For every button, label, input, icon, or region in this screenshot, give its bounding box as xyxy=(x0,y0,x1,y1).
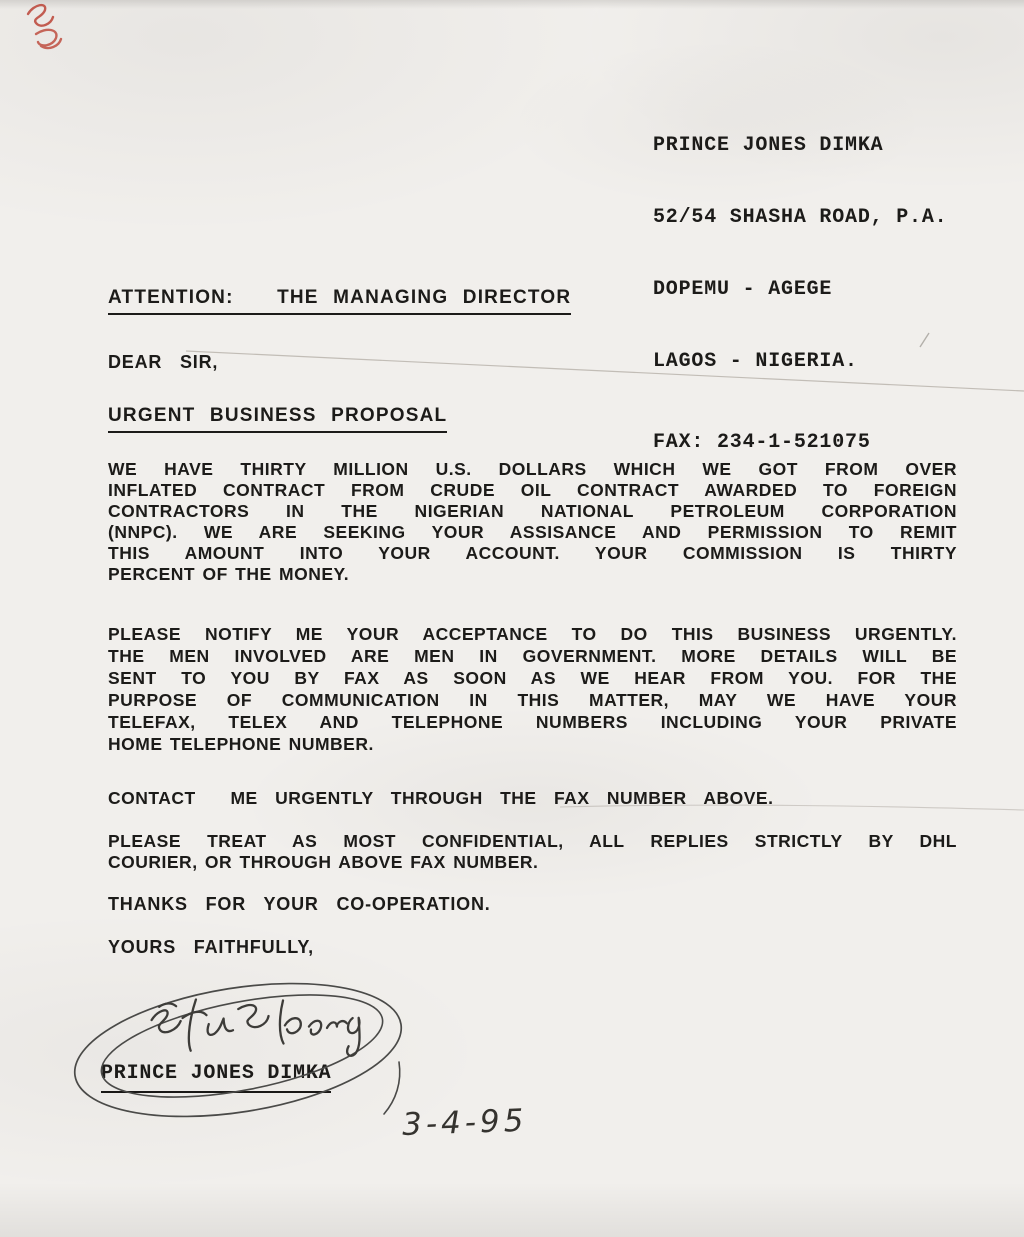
paragraph-line: PURPOSE OF COMMUNICATION IN THIS MATTER, MAY WE HAVE YOUR xyxy=(108,690,957,710)
sender-address-line: 52/54 SHASHA ROAD, P.A. xyxy=(653,206,948,229)
paragraph-line: CONTRACTORS IN THE NIGERIAN NATIONAL PETROLEUM CORPORATION xyxy=(108,501,957,521)
paragraph-line: TELEFAX, TELEX AND TELEPHONE NUMBERS INCLUDING YOUR PRIVATE xyxy=(108,712,957,732)
paragraph-line: WE HAVE THIRTY MILLION U.S. DOLLARS WHICH WE GOT FROM OVER xyxy=(108,459,957,479)
paragraph-line: CONTACT ME URGENTLY THROUGH THE FAX NUMBER ABOVE. xyxy=(108,788,774,808)
paragraph-line: PLEASE TREAT AS MOST CONFIDENTIAL, ALL REPLIES STRICTLY BY DHL xyxy=(108,831,957,851)
handwritten-date: 3-4-95 xyxy=(401,1102,528,1144)
paragraph-line: (NNPC). WE ARE SEEKING YOUR ASSISANCE AND PERMISSION TO REMIT xyxy=(108,522,957,542)
paragraph-line: PERCENT OF THE MONEY. xyxy=(108,564,350,584)
paragraph-line: SENT TO YOU BY FAX AS SOON AS WE HEAR FROM YOU. FOR THE xyxy=(108,668,957,688)
paragraph-line: COURIER, OR THROUGH ABOVE FAX NUMBER. xyxy=(108,852,539,872)
salutation: DEAR SIR, xyxy=(108,352,219,372)
thanks-line: THANKS FOR YOUR CO-OPERATION. xyxy=(108,894,491,914)
body-paragraph-1 xyxy=(108,459,957,585)
body-paragraph-3 xyxy=(108,788,957,809)
sender-address-line: DOPEMU - AGEGE xyxy=(653,278,833,301)
subject-line: URGENT BUSINESS PROPOSAL xyxy=(108,405,447,433)
sender-name: PRINCE JONES DIMKA xyxy=(653,134,884,157)
paragraph-line: PLEASE NOTIFY ME YOUR ACCEPTANCE TO DO THIS BUSINESS URGENTLY. xyxy=(108,624,957,644)
paragraph-line: HOME TELEPHONE NUMBER. xyxy=(108,734,374,754)
typed-signature-name: PRINCE JONES DIMKA xyxy=(101,1062,331,1093)
sender-address-line: LAGOS - NIGERIA. xyxy=(653,350,858,373)
sender-address-block xyxy=(653,86,947,503)
closing-line: YOURS FAITHFULLY, xyxy=(108,937,314,957)
handwritten-signature xyxy=(151,994,361,1063)
paragraph-line: INFLATED CONTRACT FROM CRUDE OIL CONTRACT AWARDED TO FOREIGN xyxy=(108,480,957,500)
paragraph-line: THE MEN INVOLVED ARE MEN IN GOVERNMENT. MORE DETAILS WILL BE xyxy=(108,646,957,666)
signature-circle-outer xyxy=(65,963,410,1137)
body-paragraph-2 xyxy=(108,623,957,755)
signature-circle-inner xyxy=(93,976,391,1117)
attention-line: ATTENTION: THE MANAGING DIRECTOR xyxy=(108,287,571,315)
red-corner-scribble xyxy=(36,30,61,48)
sender-fax-number: FAX: 234-1-521075 xyxy=(653,431,871,454)
signature-circle-tail xyxy=(384,1062,400,1114)
paragraph-line: THIS AMOUNT INTO YOUR ACCOUNT. YOUR COMMISSION IS THIRTY xyxy=(108,543,957,563)
body-paragraph-4 xyxy=(108,831,957,873)
red-corner-scribble xyxy=(28,5,53,26)
